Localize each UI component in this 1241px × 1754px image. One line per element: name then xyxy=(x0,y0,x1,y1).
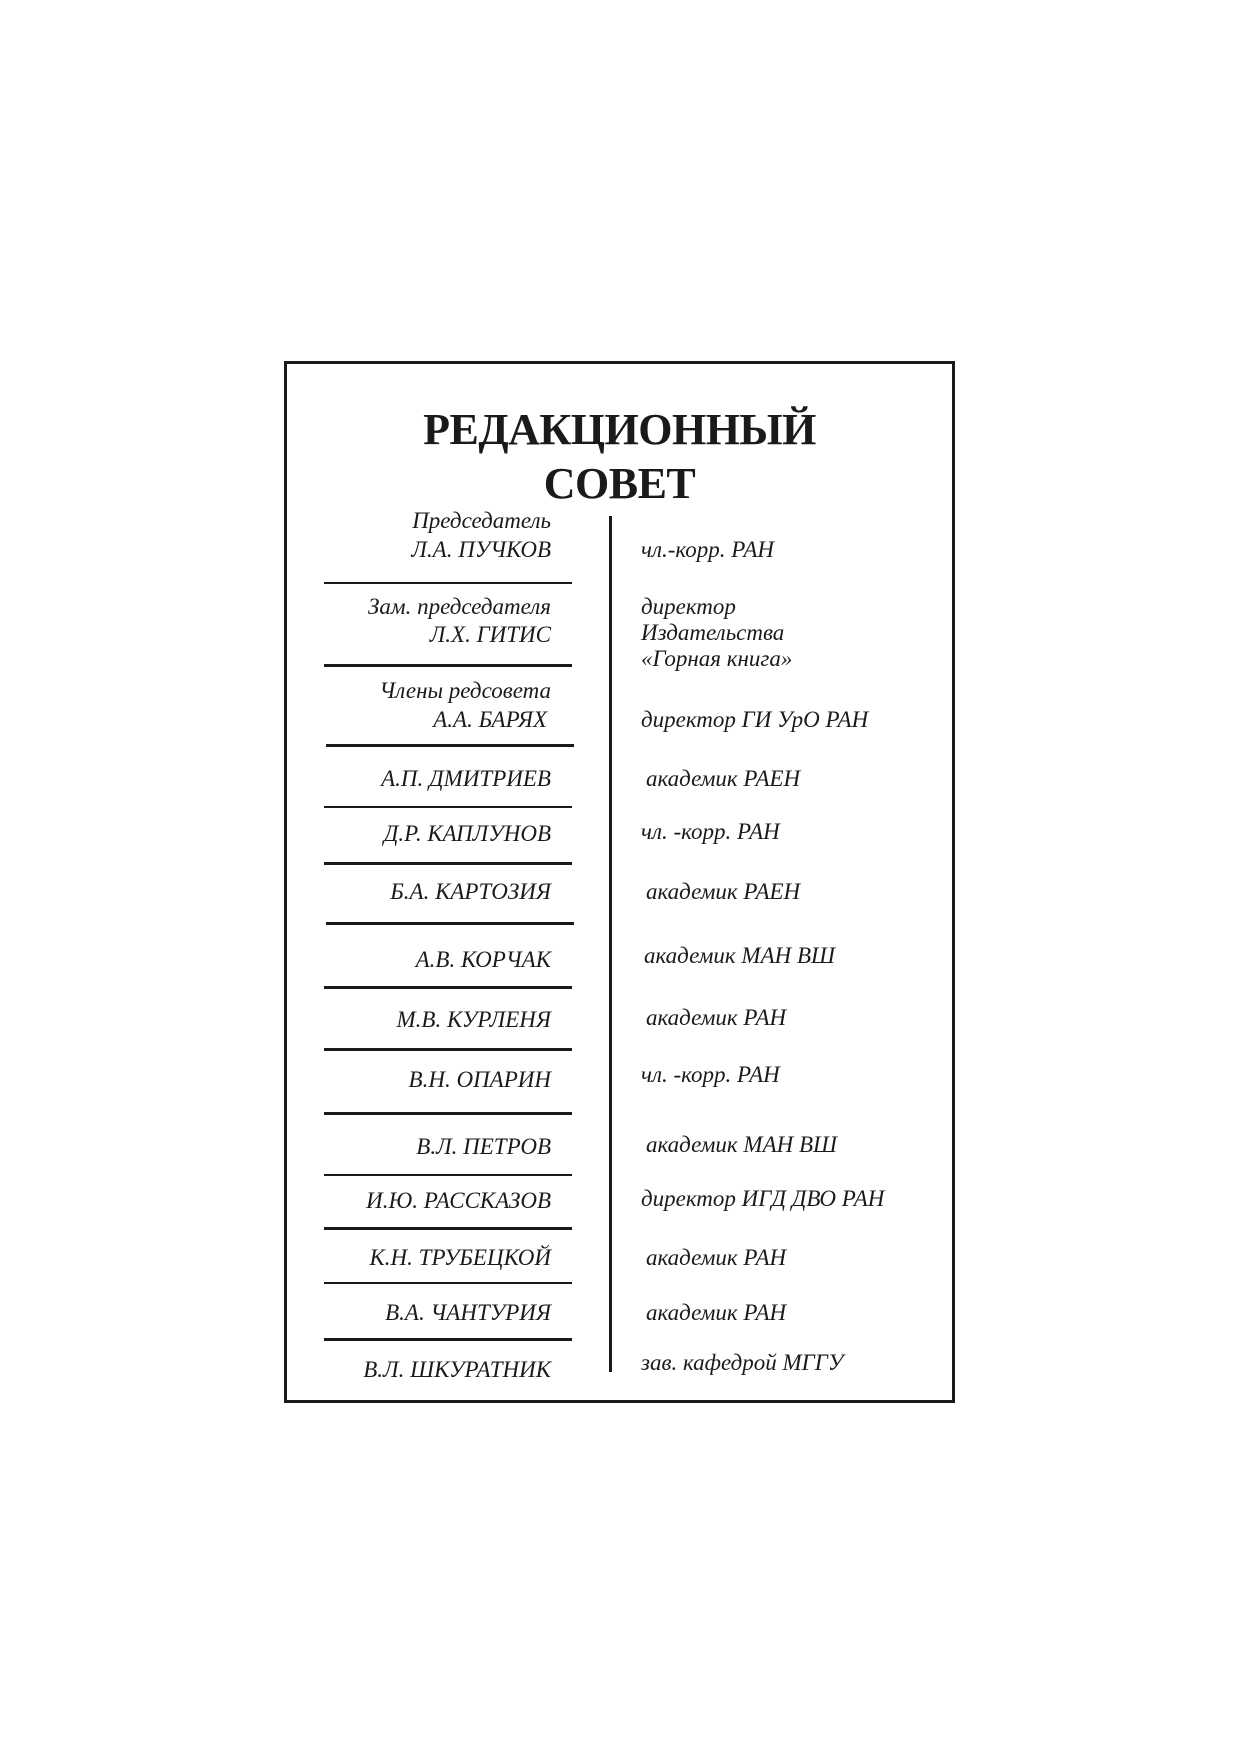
row-divider xyxy=(324,664,572,667)
page-title: РЕДАКЦИОННЫЙ xyxy=(423,405,816,454)
chairman-name: Л.А. ПУЧКОВ xyxy=(411,537,551,562)
chairman-role: Председатель xyxy=(412,508,551,533)
member-name: И.Ю. РАССКАЗОВ xyxy=(366,1188,551,1213)
member-name: Б.А. КАРТОЗИЯ xyxy=(390,879,551,904)
row-divider xyxy=(324,806,572,808)
row-divider xyxy=(324,862,572,865)
member-title: академик РАЕН xyxy=(646,766,801,791)
member-title: чл. -корр. РАН xyxy=(641,1062,780,1087)
column-divider xyxy=(609,516,612,1372)
row-divider xyxy=(324,1112,572,1115)
deputy-title-line-3: «Горная книга» xyxy=(641,646,793,671)
row-divider xyxy=(324,1338,572,1341)
member-title: академик РАН xyxy=(646,1300,787,1325)
member-name: В.Л. ШКУРАТНИК xyxy=(363,1357,551,1382)
row-divider xyxy=(324,1227,572,1230)
member-title: академик МАН ВШ xyxy=(646,1132,838,1157)
deputy-title-line-1: директор xyxy=(641,594,736,619)
member-title: академик РАН xyxy=(646,1245,787,1270)
row-divider xyxy=(324,1174,572,1176)
member-name: К.Н. ТРУБЕЦКОЙ xyxy=(369,1245,551,1270)
deputy-role: Зам. председателя xyxy=(368,594,551,619)
page-title-line-2: СОВЕТ xyxy=(543,459,696,508)
member-name: А.В. КОРЧАК xyxy=(415,947,551,972)
deputy-title-line-2: Издательства xyxy=(641,620,785,645)
member-title: директор ГИ УрО РАН xyxy=(641,707,869,732)
member-title: зав. кафедрой МГГУ xyxy=(641,1350,844,1375)
member-title: чл. -корр. РАН xyxy=(641,819,780,844)
row-divider xyxy=(324,582,572,584)
member-name: М.В. КУРЛЕНЯ xyxy=(396,1007,551,1032)
member-title: академик МАН ВШ xyxy=(644,943,836,968)
member-name: В.Л. ПЕТРОВ xyxy=(416,1134,551,1159)
members-heading: Члены редсовета xyxy=(379,678,551,703)
row-divider xyxy=(324,1282,572,1284)
member-name: В.Н. ОПАРИН xyxy=(408,1067,551,1092)
member-name: А.П. ДМИТРИЕВ xyxy=(381,766,551,791)
row-divider xyxy=(326,922,574,925)
member-title: академик РАН xyxy=(646,1005,787,1030)
chairman-title: чл.-корр. РАН xyxy=(641,537,774,562)
row-divider xyxy=(326,744,574,747)
row-divider xyxy=(324,1048,572,1051)
member-title: академик РАЕН xyxy=(646,879,801,904)
member-name: Д.Р. КАПЛУНОВ xyxy=(383,821,551,846)
deputy-name: Л.Х. ГИТИС xyxy=(429,622,551,647)
member-name: А.А. БАРЯХ xyxy=(433,707,547,732)
member-name: В.А. ЧАНТУРИЯ xyxy=(385,1300,551,1325)
member-title: директор ИГД ДВО РАН xyxy=(641,1186,885,1211)
row-divider xyxy=(324,986,572,989)
